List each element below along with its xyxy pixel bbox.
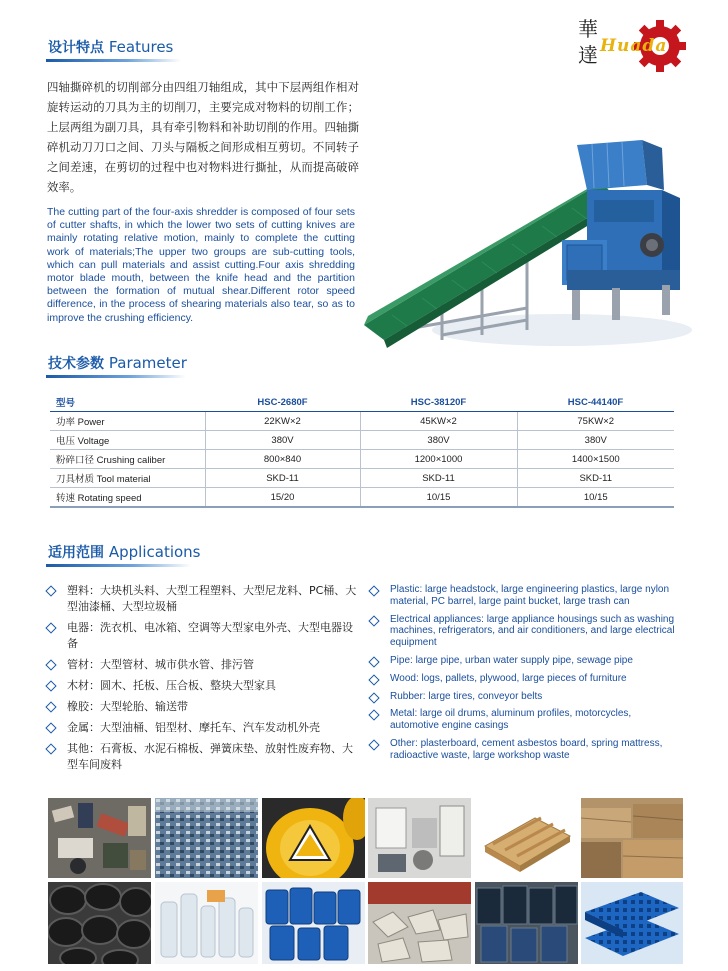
row-label: 粉碎口径 Crushing caliber: [50, 450, 205, 469]
list-item: 橡胶：大型轮胎、输送带: [45, 699, 357, 715]
photo-plastic-bottles: [155, 882, 258, 964]
photo-cardboard-bales: [581, 798, 683, 878]
features-heading-en: Features: [108, 38, 174, 56]
table-cell: 45KW×2: [360, 412, 517, 431]
applications-heading-cn: 适用范围: [48, 545, 104, 561]
bullet-diamond-icon: [45, 743, 56, 754]
bullet-diamond-icon: [45, 622, 56, 633]
logo-wordmark: Huada: [600, 36, 668, 56]
parameter-table: [50, 393, 674, 508]
bullet-diamond-icon: [45, 680, 56, 691]
table-cell: SKD-11: [360, 469, 517, 488]
list-item: Other: plasterboard, cement asbestos board, spring mattress, radioactive waste, large workshop waste: [368, 738, 680, 762]
logo-char-top: 華: [578, 17, 598, 41]
bullet-diamond-icon: [45, 701, 56, 712]
table-cell: 22KW×2: [205, 412, 360, 431]
bullet-diamond-icon: [368, 615, 379, 626]
photo-yellow-drums: [262, 798, 365, 878]
company-logo: [572, 14, 692, 76]
row-label: 刀具材质 Tool material: [50, 469, 205, 488]
table-cell: 15/20: [205, 488, 360, 508]
list-item: Electrical appliances: large appliance housings such as washing machines, refrigerators, and air conditioners, and large electrical equipment: [368, 614, 680, 649]
list-item: Pipe: large pipe, urban water supply pipe, sewage pipe: [368, 655, 680, 667]
list-item: 电器：洗衣机、电冰箱、空调等大型家电外壳、大型电器设备: [45, 620, 357, 652]
list-item: 金属：大型油桶、铝型材、摩托车、汽车发动机外壳: [45, 720, 357, 736]
parameter-heading: [48, 353, 187, 373]
table-cell: 800×840: [205, 450, 360, 469]
table-cell: 10/15: [360, 488, 517, 508]
table-cell: SKD-11: [205, 469, 360, 488]
table-row: [50, 469, 674, 488]
header-model-2: HSC-38120F: [360, 393, 517, 412]
parameter-heading-rule: [46, 375, 186, 378]
features-heading-rule: [46, 59, 181, 62]
photo-mixed-scrap: [48, 798, 151, 878]
table-row: [50, 450, 674, 469]
bullet-diamond-icon: [368, 692, 379, 703]
features-heading-cn: 设计特点: [48, 40, 104, 56]
bullet-diamond-icon: [45, 585, 56, 596]
table-cell: SKD-11: [517, 469, 674, 488]
table-cell: 75KW×2: [517, 412, 674, 431]
photo-plastic-pallets: [581, 882, 683, 964]
photo-electrical-waste: [368, 798, 471, 878]
logo-char-bottom: 達: [578, 43, 598, 67]
list-item: 其他：石膏板、水泥石棉板、弹簧床垫、放射性废弃物、大型车间废料: [45, 741, 357, 773]
header-model-1: HSC-2680F: [205, 393, 360, 412]
header-model: 型号: [50, 393, 205, 412]
bullet-diamond-icon: [368, 674, 379, 685]
features-heading: [48, 37, 173, 57]
bullet-diamond-icon: [368, 656, 379, 667]
photo-wood-pallet: [475, 798, 578, 878]
shredder-machine-image: [362, 130, 692, 365]
table-cell: 380V: [517, 431, 674, 450]
table-row: [50, 431, 674, 450]
photo-blue-drums: [262, 882, 365, 964]
features-text-cn: 四轴撕碎机的切削部分由四组刀轴组成，其中下层两组作相对旋转运动的刀具为主的切削刀，主要完成对物料的切削工作；上层两组为副刀具，具有牵引物料和补助切削的作用。四轴撕碎机动刀刀口之间、刀头与隔板之间形成相互剪切。不同转子之间差速，在剪切的过程中也对物料进行撕扯，从而提高破碎效率。: [47, 80, 359, 194]
list-item: Metal: large oil drums, aluminum profiles, motorcycles, automotive engine casings: [368, 708, 680, 732]
table-cell: 1200×1000: [360, 450, 517, 469]
list-item: Rubber: large tires, conveyor belts: [368, 691, 680, 703]
applications-list-cn: [45, 583, 357, 773]
parameter-table-header: [50, 393, 674, 412]
list-item: Plastic: large headstock, large engineering plastics, large nylon material, PC barrel, large paint bucket, large trash can: [368, 584, 680, 608]
parameter-heading-en: Parameter: [108, 354, 187, 372]
applications-heading-en: Applications: [108, 543, 201, 561]
row-label: 功率 Power: [50, 412, 205, 431]
list-item: 管材：大型管材、城市供水管、排污管: [45, 657, 357, 673]
table-cell: 10/15: [517, 488, 674, 508]
photo-plastic-bales: [155, 798, 258, 878]
applications-list-en: [368, 584, 680, 762]
bullet-diamond-icon: [45, 659, 56, 670]
bullet-diamond-icon: [45, 722, 56, 733]
photo-tires: [48, 882, 151, 964]
table-cell: 1400×1500: [517, 450, 674, 469]
parameter-heading-cn: 技术参数: [48, 356, 104, 372]
bullet-diamond-icon: [368, 710, 379, 721]
list-item: 木材：圆木、托板、压合板、整块大型家具: [45, 678, 357, 694]
features-text-en: The cutting part of the four-axis shredder is composed of four sets of cutter shafts, in which the lower two sets of cutting knives are mainly rotating relative motion, mainly to complete the cutting work of materials;The upper two groups are sub-cutting tools, which can pull materials and assist cutting.Four axis shredding motor blade mouth, between the knife head and the partition between the formation of mutual shear.Different rotor speed difference, in the process of shearing materials also tear, so as to improve the crushing efficiency.: [47, 206, 355, 324]
photo-oil-drums: [475, 882, 578, 964]
bullet-diamond-icon: [368, 739, 379, 750]
list-item: 塑料：大块机头料、大型工程塑料、大型尼龙料、PC桶、大型油漆桶、大型垃圾桶: [45, 583, 357, 615]
table-row: [50, 488, 674, 508]
header-model-3: HSC-44140F: [517, 393, 674, 412]
photo-concrete-rubble: [368, 882, 471, 964]
applications-heading-rule: [46, 564, 191, 567]
row-label: 电压 Voltage: [50, 431, 205, 450]
applications-heading: [48, 542, 201, 562]
list-item: Wood: logs, pallets, plywood, large pieces of furniture: [368, 673, 680, 685]
row-label: 转速 Rotating speed: [50, 488, 205, 508]
table-cell: 380V: [205, 431, 360, 450]
bullet-diamond-icon: [368, 585, 379, 596]
table-row: [50, 412, 674, 431]
table-cell: 380V: [360, 431, 517, 450]
